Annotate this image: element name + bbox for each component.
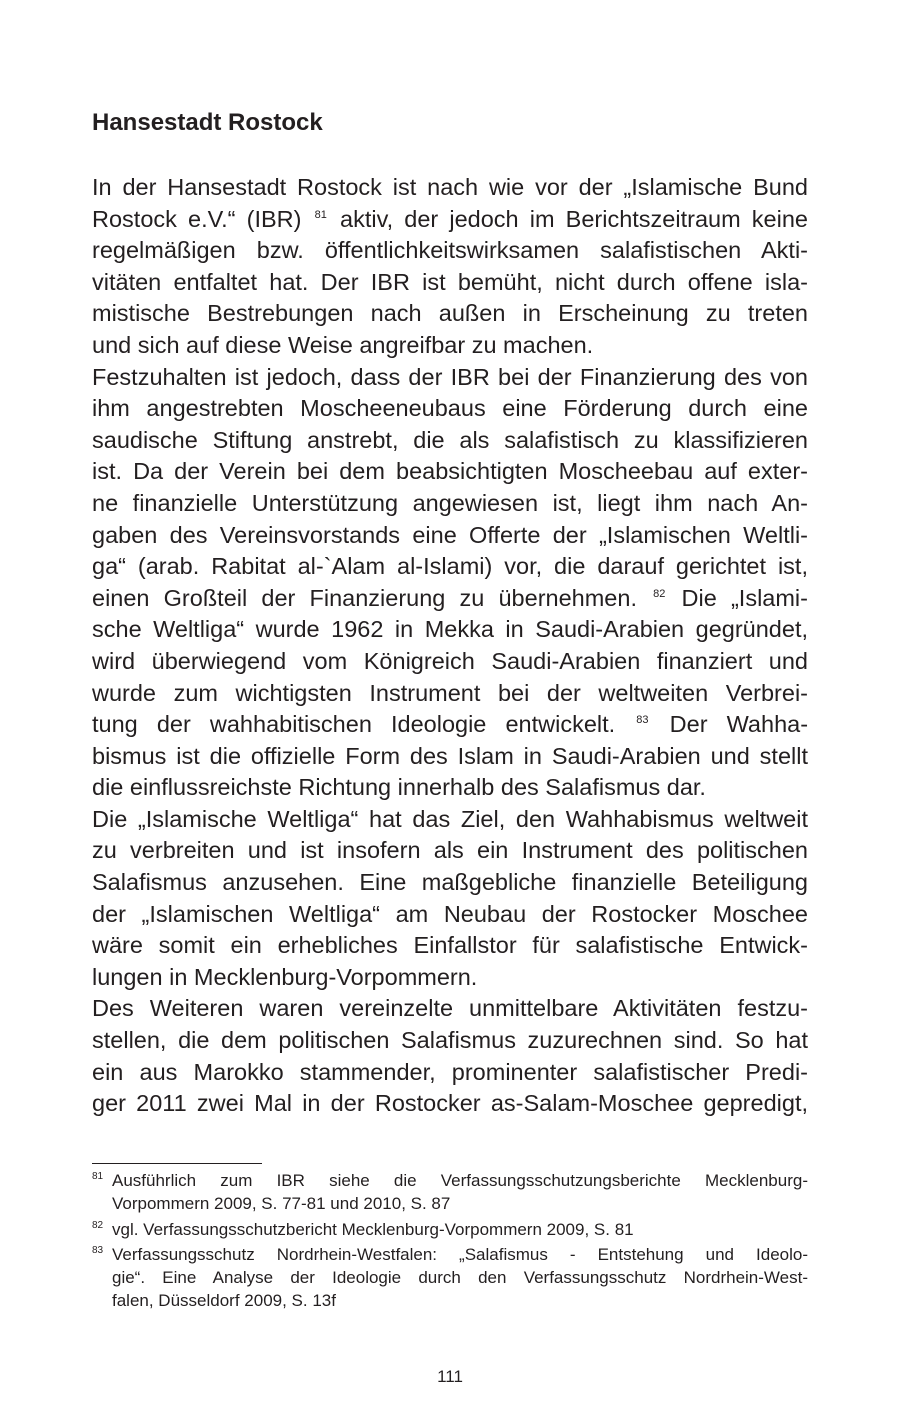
text-line: die einflussreichste Richtung innerhalb des Salafismus dar.	[92, 774, 706, 801]
footnote-ref-82: 82	[653, 587, 666, 600]
text-line: lungen in Mecklenburg-Vorpommern.	[92, 963, 478, 990]
footnote-line: gie“. Eine Analyse der Ideologie durch den Verfassungsschutz Nordrhein-West-	[112, 1268, 808, 1288]
text-segment: Rostock e.V.“ (IBR)	[92, 205, 302, 232]
text-line: ga“ (arab. Rabitat al-`Alam al-Islami) vor, die darauf gerichtet ist,	[92, 553, 808, 580]
text-line	[92, 583, 808, 615]
text-line: wäre somit ein erhebliches Einfallstor für salafistische Entwick-	[92, 932, 808, 959]
text-line: stellen, die dem politischen Salafismus zuzurechnen sind. So hat	[92, 1027, 808, 1054]
text-line: Die „Islamische Weltliga“ hat das Ziel, den Wahhabismus weltweit	[92, 805, 808, 832]
text-line: wurde zum wichtigsten Instrument bei der weltweiten Verbrei-	[92, 679, 808, 706]
text-line: ne finanzielle Unterstützung angewiesen ist, liegt ihm nach An-	[92, 489, 808, 516]
text-line	[92, 204, 808, 236]
footnote-ref-81: 81	[314, 208, 327, 221]
text-line: sche Weltliga“ wurde 1962 in Mekka in Saudi-Arabien gegründet,	[92, 616, 808, 643]
text-line: wird überwiegend vom Königreich Saudi-Arabien finanziert und	[92, 647, 808, 674]
footnote-ref-83: 83	[636, 714, 649, 727]
footnote-83	[92, 1244, 808, 1312]
text-line: zu verbreiten und ist insofern als ein Instrument des politischen	[92, 837, 808, 864]
page-number: 111	[437, 1367, 463, 1386]
text-line: mistische Bestrebungen nach außen in Erscheinung zu treten	[92, 300, 808, 327]
footnote-line: Ausführlich zum IBR siehe die Verfassungsschutzungsberichte Mecklenburg-	[112, 1171, 808, 1190]
footnote-line: vgl. Verfassungsschutzbericht Mecklenburg-Vorpommern 2009, S. 81	[112, 1219, 634, 1239]
text-line: ein aus Marokko stammender, prominenter salafistischer Predi-	[92, 1058, 808, 1085]
text-segment: tung der wahhabitischen Ideologie entwickelt.	[92, 711, 616, 738]
footnote-line: falen, Düsseldorf 2009, S. 13f	[112, 1290, 336, 1310]
footnote-number: 81	[92, 1171, 104, 1182]
footnote-number: 82	[92, 1219, 104, 1231]
text-line: der „Islamischen Weltliga“ am Neubau der Rostocker Moschee	[92, 900, 808, 927]
text-line: ger 2011 zwei Mal in der Rostocker as-Salam-Moschee gepredigt,	[92, 1090, 808, 1117]
text-line: gaben des Vereinsvorstands eine Offerte der „Islamischen Weltli-	[92, 521, 808, 548]
text-line: Festzuhalten ist jedoch, dass der IBR bei der Finanzierung des von	[92, 363, 808, 390]
text-segment: aktiv, der jedoch im Berichtszeitraum keine	[340, 205, 808, 232]
footnote-divider	[92, 1163, 262, 1164]
footnote-81	[92, 1170, 808, 1216]
text-line: und sich auf diese Weise angreifbar zu machen.	[92, 331, 594, 358]
footnotes	[92, 1170, 808, 1316]
text-segment: Der Wahha-	[669, 711, 809, 738]
text-line: saudische Stiftung anstrebt, die als salafistisch zu klassifizieren	[92, 426, 808, 453]
text-line: regelmäßigen bzw. öffentlichkeitswirksamen salafistischen Akti-	[92, 237, 808, 264]
text-line: ist. Da der Verein bei dem beabsichtigten Moscheebau auf exter-	[92, 458, 808, 485]
footnote-line: Verfassungsschutz Nordrhein-Westfalen: „Salafismus - Entstehung und Ideolo-	[112, 1245, 808, 1265]
text-line: bismus ist die offizielle Form des Islam in Saudi-Arabien und stellt	[92, 742, 808, 769]
footnote-line: Vorpommern 2009, S. 77-81 und 2010, S. 87	[112, 1193, 451, 1213]
text-line: In der Hansestadt Rostock ist nach wie vor der „Islamische Bund	[92, 174, 808, 200]
text-line: ihm angestrebten Moscheeneubaus eine Förderung durch eine	[92, 395, 808, 422]
text-segment: Die „Islami-	[681, 584, 808, 611]
section-heading: Hansestadt Rostock	[92, 109, 323, 136]
text-segment: einen Großteil der Finanzierung zu übernehmen.	[92, 584, 637, 611]
body-text	[92, 172, 808, 1120]
footnote-82	[92, 1219, 808, 1242]
text-line: Des Weiteren waren vereinzelte unmittelbare Aktivitäten festzu-	[92, 995, 808, 1022]
text-line: Salafismus anzusehen. Eine maßgebliche finanzielle Beteiligung	[92, 869, 808, 896]
text-line	[92, 709, 808, 741]
footnote-number: 83	[92, 1245, 104, 1257]
text-line: vitäten entfaltet hat. Der IBR ist bemüht, nicht durch offene isla-	[92, 268, 808, 295]
